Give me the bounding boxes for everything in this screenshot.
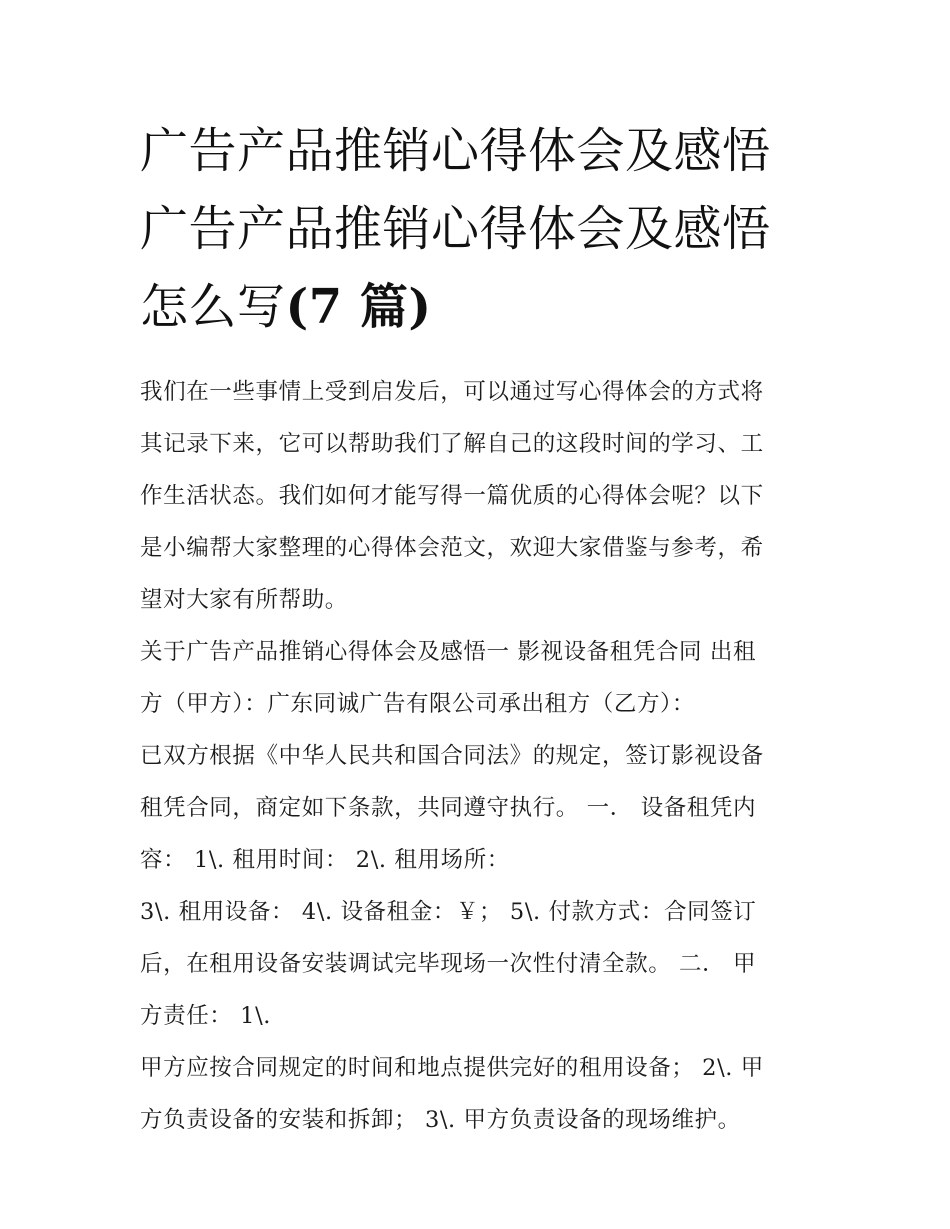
title-line: 广告产品推销心得体会及感悟 xyxy=(140,201,771,257)
document-page xyxy=(140,112,820,1146)
text-line: 已双方根据《中华人民共和国合同法》的规定，签订影视设备 xyxy=(140,743,764,769)
contract-heading-paragraph xyxy=(140,626,820,730)
text-line: 其记录下来，它可以帮助我们了解自己的这段时间的学习、工 xyxy=(140,431,764,457)
text-line: 容： 1\. 租用时间： 2\. 租用场所： xyxy=(140,847,510,873)
title-line xyxy=(140,268,820,346)
text-line: 甲方应按合同规定的时间和地点提供完好的租用设备； 2\. 甲 xyxy=(140,1055,764,1081)
text-line: 是小编帮大家整理的心得体会范文，欢迎大家借鉴与参考，希 xyxy=(140,535,764,561)
title-count: (7 篇) xyxy=(285,279,432,335)
rental-details-paragraph xyxy=(140,886,820,1042)
text-line: 方（甲方）：广东同诚广告有限公司承出租方（乙方）： xyxy=(140,691,696,717)
text-line: 租凭合同，商定如下条款，共同遵守执行。 一． 设备租凭内 xyxy=(140,795,757,821)
title-line: 广告产品推销心得体会及感悟 xyxy=(140,123,771,179)
contract-terms-paragraph xyxy=(140,730,820,886)
text-line: 方负责设备的安装和拆卸； 3\. 甲方负责设备的现场维护。 xyxy=(140,1107,741,1133)
text-line: 关于广告产品推销心得体会及感悟一 影视设备租凭合同 出租 xyxy=(140,639,757,665)
text-line: 作生活状态。我们如何才能写得一篇优质的心得体会呢？以下 xyxy=(140,483,764,509)
text-line: 我们在一些事情上受到启发后，可以通过写心得体会的方式将 xyxy=(140,379,764,405)
document-title xyxy=(140,112,820,346)
intro-paragraph xyxy=(140,366,820,626)
text-line: 后，在租用设备安装调试完毕现场一次性付清全款。 二． 甲 xyxy=(140,951,757,977)
text-line: 望对大家有所帮助。 xyxy=(140,587,348,613)
text-line: 方责任： 1\. xyxy=(140,1003,272,1029)
text-line: 3\. 租用设备： 4\. 设备租金：￥； 5\. 付款方式：合同签订 xyxy=(140,899,757,925)
party-a-duties-paragraph xyxy=(140,1042,820,1146)
title-line-text: 怎么写 xyxy=(140,279,286,335)
